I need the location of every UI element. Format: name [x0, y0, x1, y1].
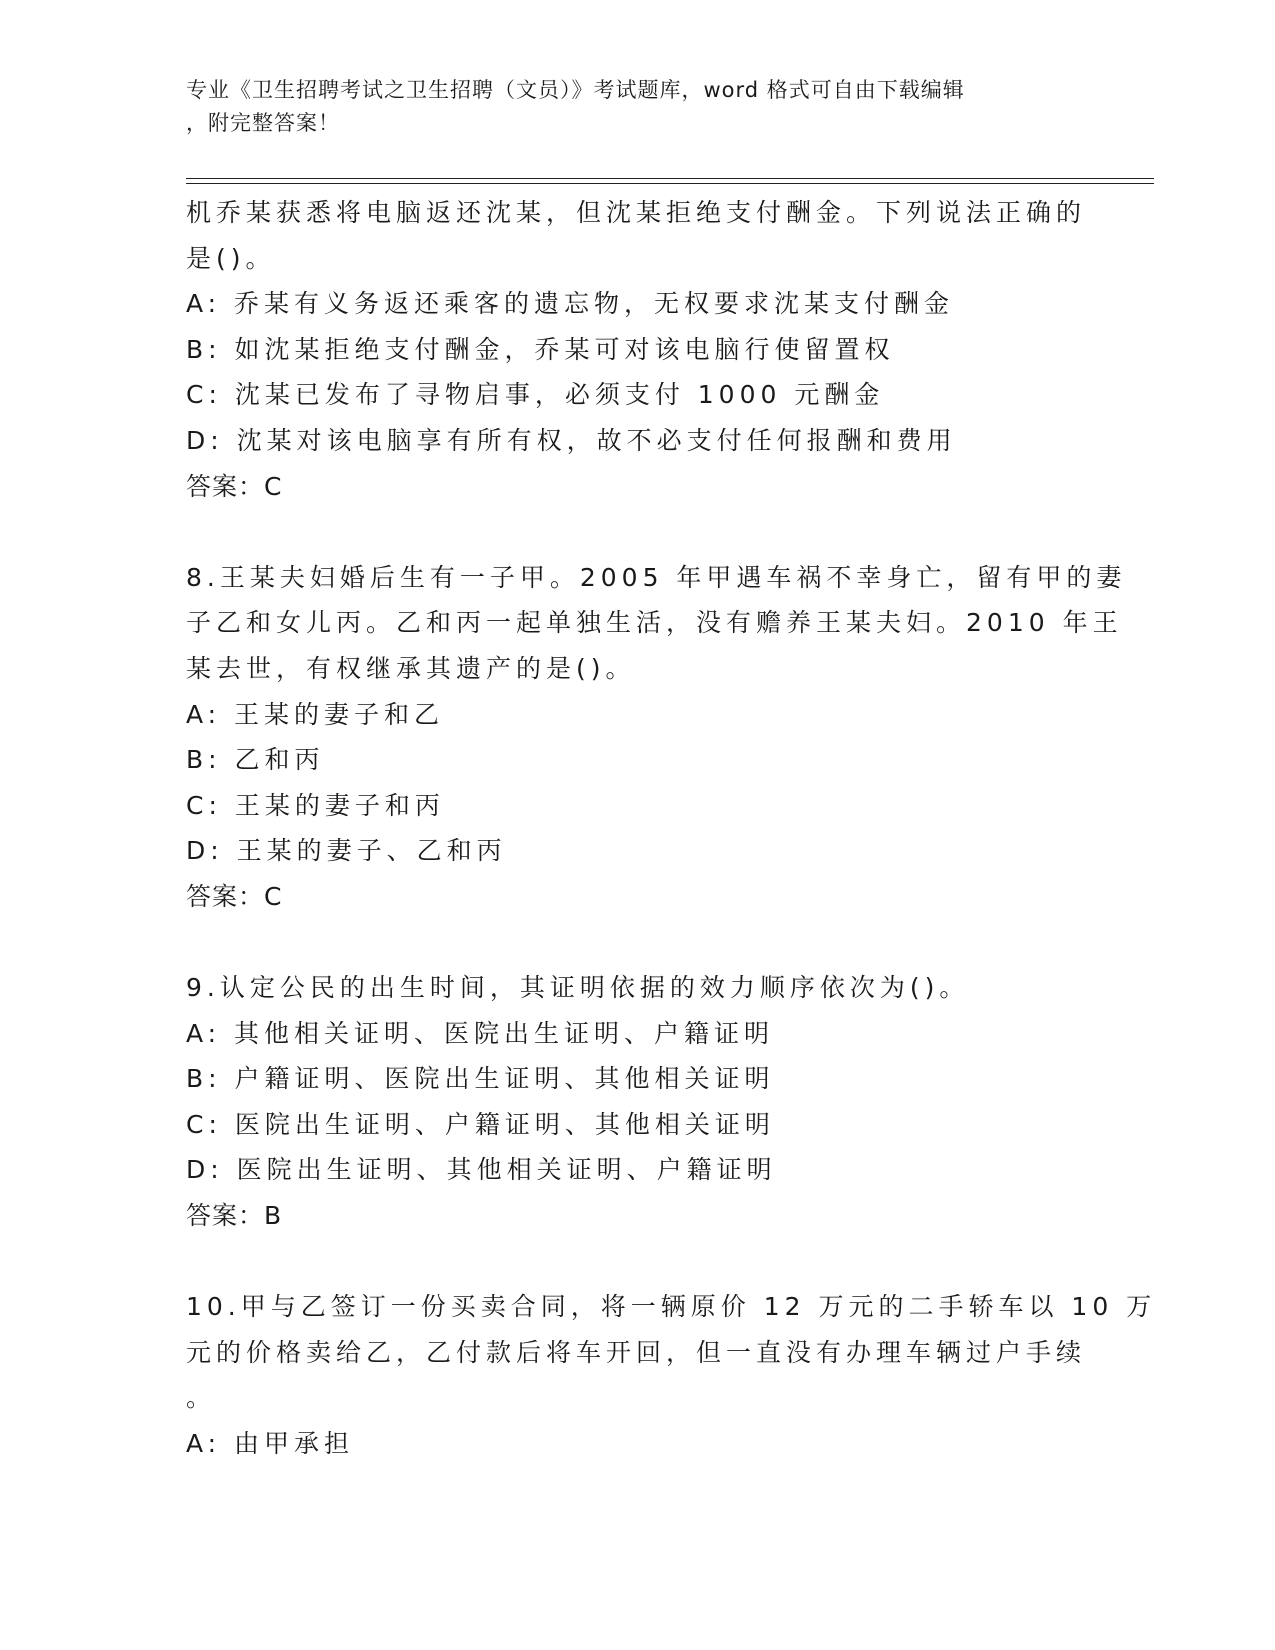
option-a: A: 乔某有义务返还乘客的遗忘物，无权要求沈某支付酬金	[186, 289, 955, 319]
spacer	[186, 509, 1086, 555]
question-9	[186, 965, 1086, 1239]
question-stem-line: 9.认定公民的出生时间，其证明依据的效力顺序依次为()。	[186, 973, 970, 1003]
header-line-1: 专业《卫生招聘考试之卫生招聘（文员）》考试题库，word 格式可自由下载编辑	[186, 78, 965, 102]
option-a: A: 其他相关证明、医院出生证明、户籍证明	[186, 1018, 775, 1048]
question-stem-line: 元的价格卖给乙，乙付款后将车开回，但一直没有办理车辆过户手续	[186, 1337, 1087, 1367]
option-a: A: 由甲承担	[186, 1429, 355, 1459]
option-b: B: 户籍证明、医院出生证明、其他相关证明	[186, 1064, 775, 1094]
option-a: A: 王某的妻子和乙	[186, 699, 445, 729]
question-stem-line: 机乔某获悉将电脑返还沈某，但沈某拒绝支付酬金。下列说法正确的	[186, 198, 1087, 227]
answer: 答案：C	[186, 881, 283, 911]
question-10	[186, 1284, 1157, 1466]
question-stem-line: 某去世，有权继承其遗产的是()。	[186, 653, 636, 683]
header-line-2: ，附完整答案！	[186, 111, 340, 135]
question-stem-line: 是()。	[186, 243, 276, 273]
option-c: C: 王某的妻子和丙	[186, 790, 445, 820]
option-d: D: 沈某对该电脑享有所有权，故不必支付任何报酬和费用	[186, 425, 957, 455]
option-c: C: 医院出生证明、户籍证明、其他相关证明	[186, 1109, 775, 1139]
question-stem-line: 10.甲与乙签订一份买卖合同，将一辆原价 12 万元的二手轿车以 10 万	[186, 1292, 1157, 1322]
question-7	[186, 190, 1086, 509]
question-stem-line: 子乙和女儿丙。乙和丙一起单独生活，没有赡养王某夫妇。2010 年王	[186, 608, 1123, 638]
option-c: C: 沈某已发布了寻物启事，必须支付 1000 元酬金	[186, 380, 885, 410]
option-b: B: 乙和丙	[186, 745, 325, 775]
question-stem-line: 8.王某夫妇婚后生有一子甲。2005 年甲遇车祸不幸身亡，留有甲的妻	[186, 562, 1127, 592]
header-double-rule	[186, 178, 1154, 184]
question-list	[186, 190, 1157, 1467]
answer: 答案：C	[186, 471, 283, 501]
question-stem-line: 。	[186, 1383, 217, 1413]
option-d: D: 医院出生证明、其他相关证明、户籍证明	[186, 1155, 777, 1185]
question-8	[186, 555, 1127, 920]
option-b: B: 如沈某拒绝支付酬金，乔某可对该电脑行使留置权	[186, 334, 895, 364]
spacer	[186, 920, 1086, 966]
document-header	[186, 74, 1086, 140]
spacer	[186, 1239, 1086, 1285]
answer: 答案：B	[186, 1201, 283, 1231]
option-d: D: 王某的妻子、乙和丙	[186, 836, 507, 866]
